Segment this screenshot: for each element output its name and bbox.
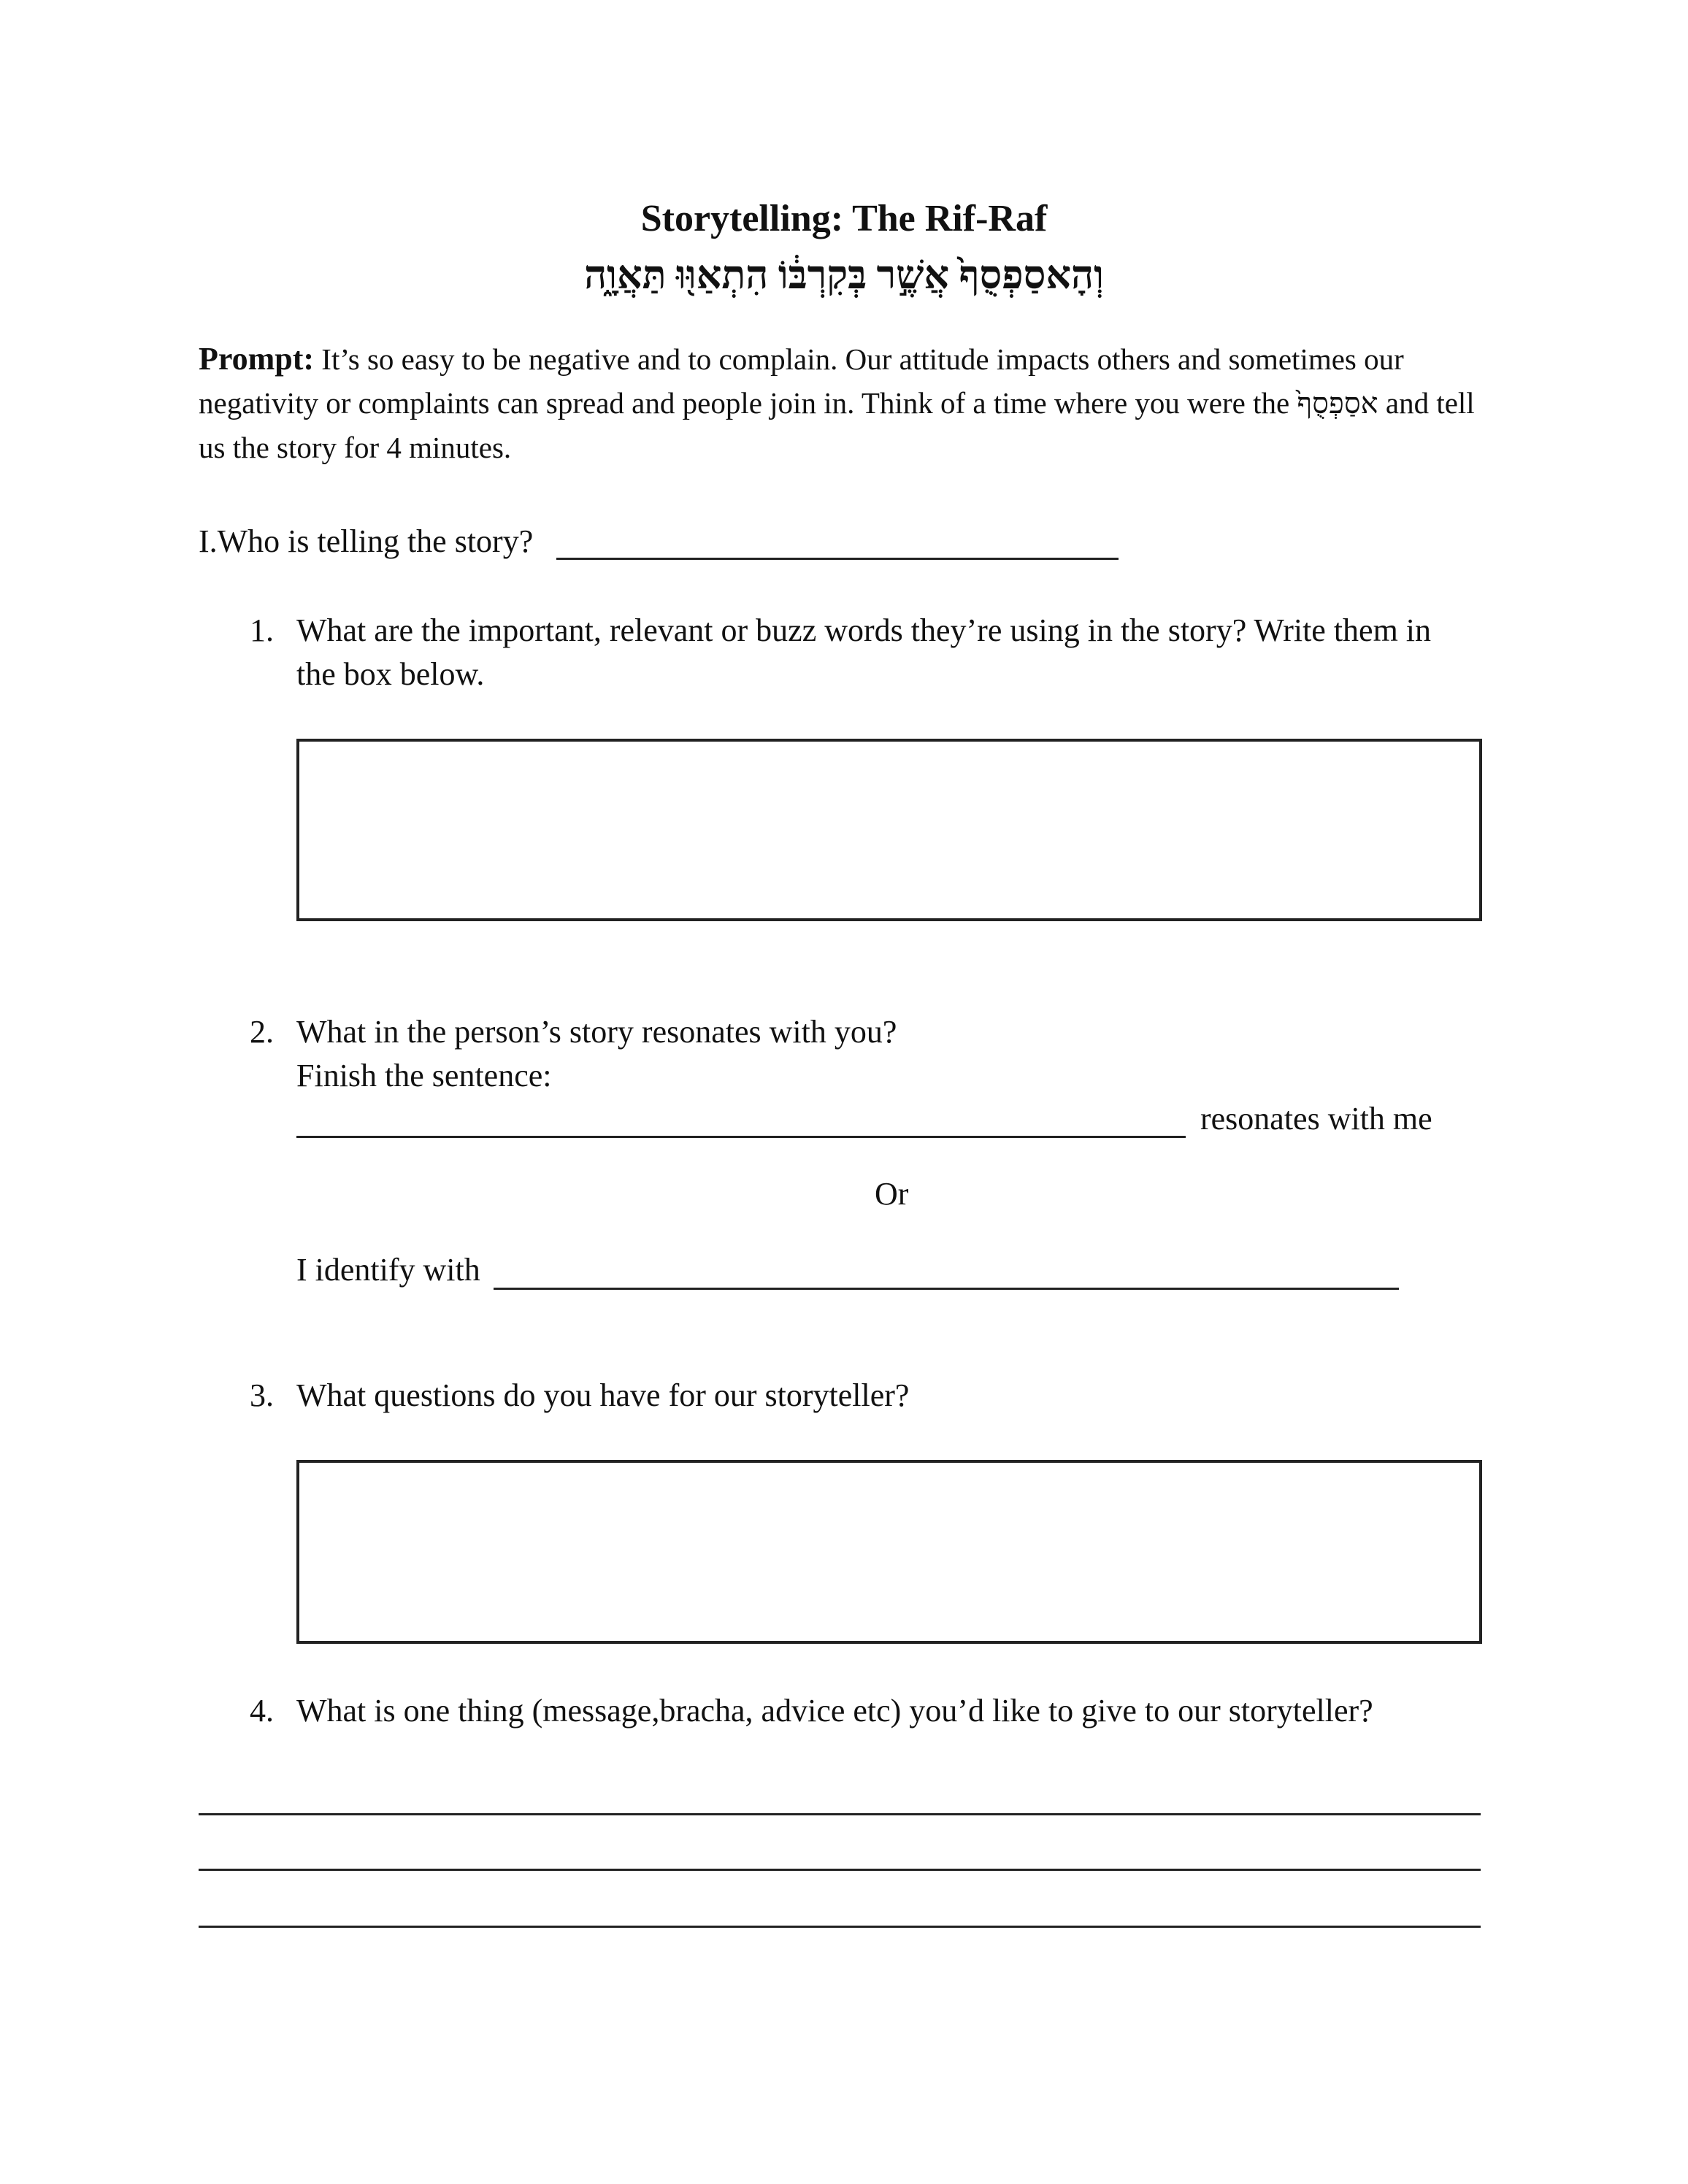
prompt-hebrew-word: אסַפְסֻף֙ <box>1297 387 1378 420</box>
hebrew-verse: וְהָאסַפְסֻף֙ אֲשֶׁ֣ר בְּקִרְבּ֔וֹ הִתְאַוּ֖וּ תַּאֲוָ֑ה <box>584 253 1104 297</box>
identify-answer-line[interactable] <box>494 1288 1399 1290</box>
worksheet-title: Storytelling: The Rif-Raf <box>640 198 1048 239</box>
question-1-text-cont: the box below. <box>296 656 485 692</box>
prompt-text-end: and tell us the story for 4 minutes. <box>199 386 1475 464</box>
answer-line-3[interactable] <box>199 1926 1481 1928</box>
resonates-suffix: resonates with me <box>1200 1101 1432 1137</box>
question-4-number: 4. <box>250 1693 274 1729</box>
or-label: Or <box>875 1176 909 1212</box>
prompt-text: It’s so easy to be negative and to complain. Our attitude impacts others and sometimes our negativity or complaints can spread and people join in. Think of a time where you were the <box>199 342 1404 420</box>
buzz-words-box[interactable] <box>296 739 1482 921</box>
questions-box[interactable] <box>296 1460 1482 1644</box>
question-3-text: What questions do you have for our storyteller? <box>296 1377 910 1413</box>
answer-line-2[interactable] <box>199 1869 1481 1871</box>
prompt-label: Prompt: <box>199 341 315 377</box>
question-2-number: 2. <box>250 1014 274 1050</box>
question-4-text: What is one thing (message,bracha, advice etc) you’d like to give to our storyteller? <box>296 1693 1373 1729</box>
who-question: I.Who is telling the story? <box>199 523 534 559</box>
question-3-number: 3. <box>250 1377 274 1413</box>
resonates-answer-line[interactable] <box>296 1136 1186 1138</box>
identify-prefix: I identify with <box>296 1252 480 1288</box>
answer-line-1[interactable] <box>199 1813 1481 1815</box>
question-2-text: What in the person’s story resonates with you? <box>296 1014 897 1050</box>
question-1-text: What are the important, relevant or buzz words they’re using in the story? Write them in <box>296 612 1432 648</box>
question-1-number: 1. <box>250 612 274 648</box>
who-answer-line[interactable] <box>556 558 1119 560</box>
prompt-paragraph <box>199 337 1491 469</box>
finish-sentence-label: Finish the sentence: <box>296 1058 552 1093</box>
